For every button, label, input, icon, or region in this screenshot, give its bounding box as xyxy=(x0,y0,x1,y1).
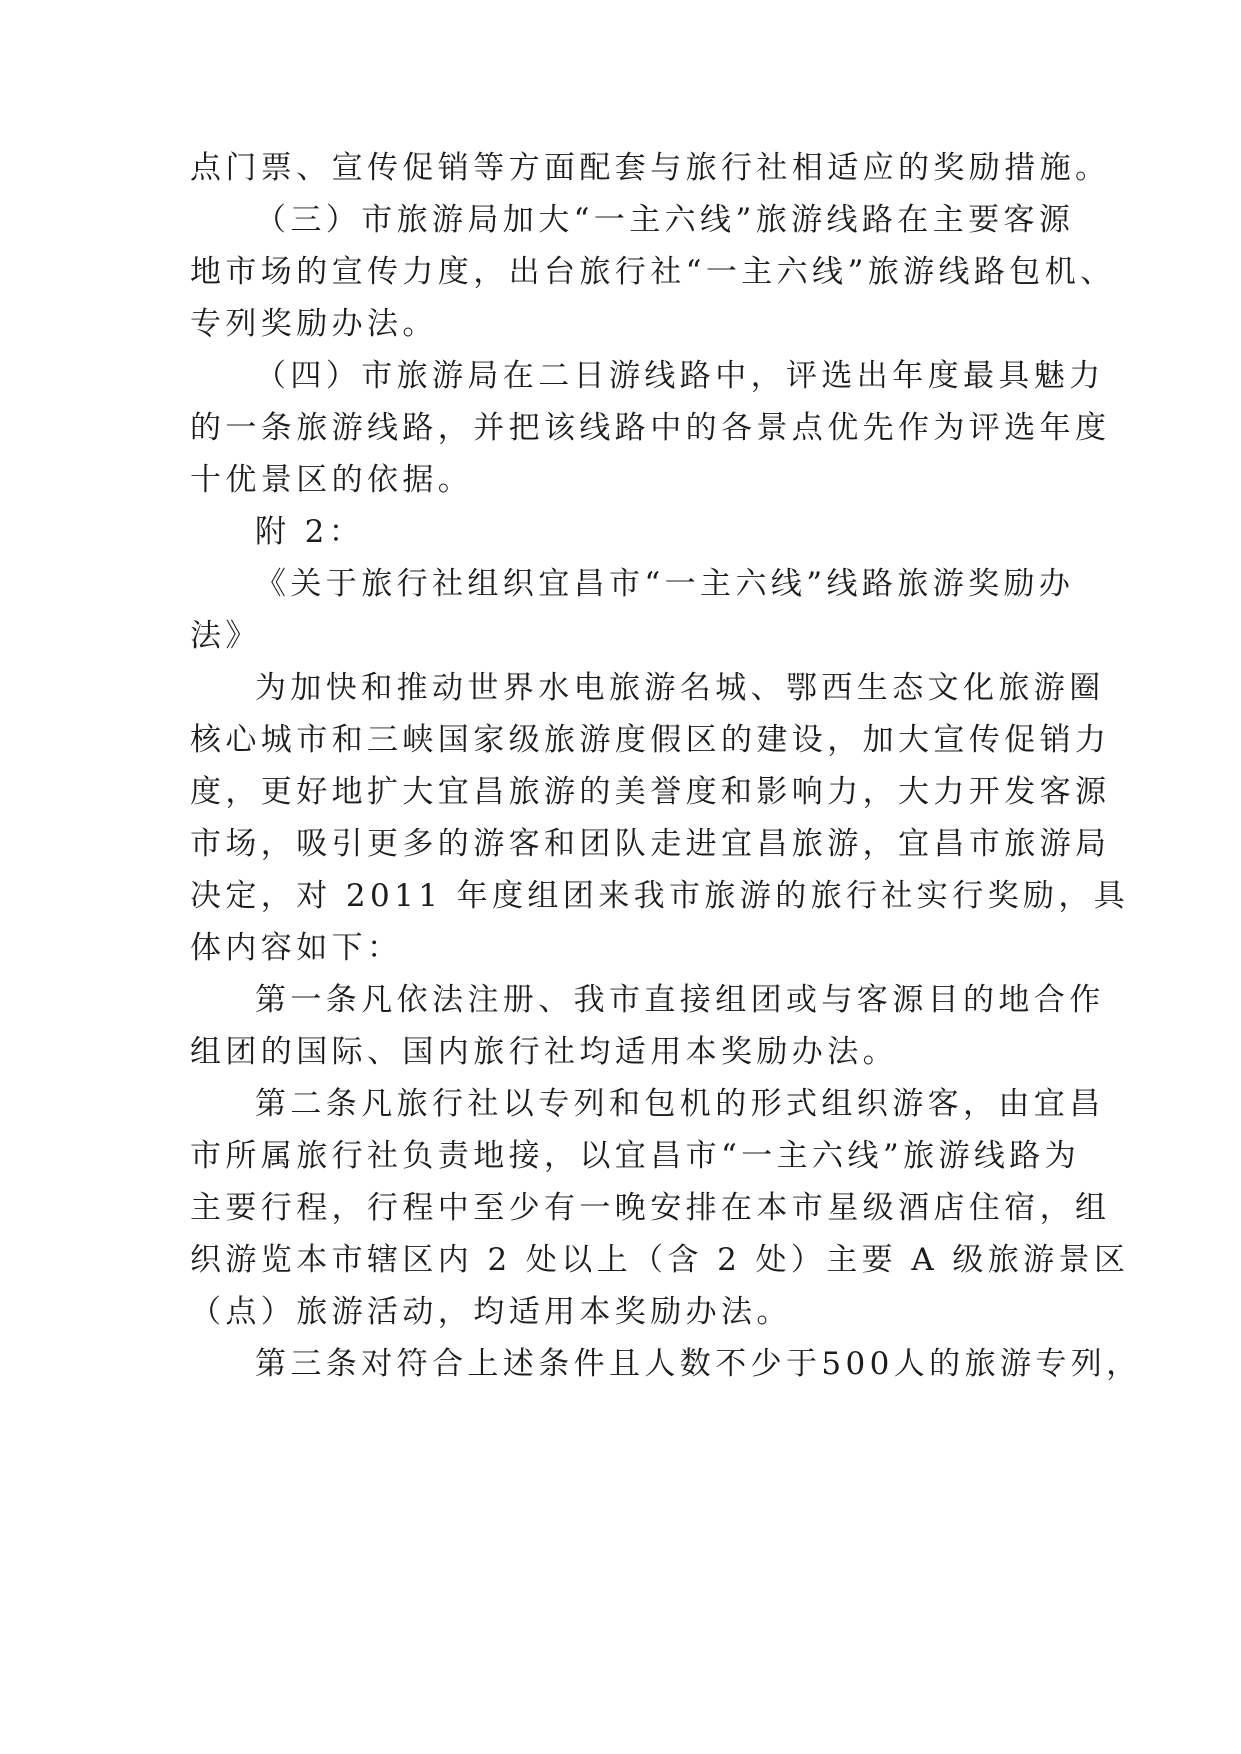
document-title-line-1: 《关于旅行社组织宜昌市“一主六线”线路旅游奖励办 xyxy=(255,566,1075,602)
text-line-7: 十优景区的依据。 xyxy=(190,462,474,498)
appendix-label: 附 2： xyxy=(255,514,365,550)
text-line-14: 市场，吸引更多的游客和团队走进宜昌旅游，宜昌市旅游局 xyxy=(190,826,1111,862)
text-line-4: 专列奖励办法。 xyxy=(190,306,438,342)
article-2-line-4: 织游览本市辖区内 2 处以上（含 2 处）主要 A 级旅游景区 xyxy=(190,1242,1130,1278)
text-line-15: 决定，对 2011 年度组团来我市旅游的旅行社实行奖励，具 xyxy=(190,878,1130,914)
article-2-line-3: 主要行程，行程中至少有一晚安排在本市星级酒店住宿，组 xyxy=(190,1190,1111,1226)
article-3-line-1: 第三条对符合上述条件且人数不少于500人的旅游专列， xyxy=(255,1346,1142,1382)
article-2-line-1: 第二条凡旅行社以专列和包机的形式组织游客，由宜昌 xyxy=(255,1086,1105,1122)
text-line-1: 点门票、宣传促销等方面配套与旅行社相适应的奖励措施。 xyxy=(190,150,1111,186)
article-2-line-2: 市所属旅行社负责地接，以宜昌市“一主六线”旅游线路为 xyxy=(190,1138,1081,1174)
text-line-3: 地市场的宣传力度，出台旅行社“一主六线”旅游线路包机、 xyxy=(190,254,1116,290)
text-line-6: 的一条旅游线路，并把该线路中的各景点优先作为评选年度 xyxy=(190,410,1111,446)
text-line-11: 为加快和推动世界水电旅游名城、鄂西生态文化旅游圈 xyxy=(255,670,1105,706)
text-line-12: 核心城市和三峡国家级旅游度假区的建设，加大宣传促销力 xyxy=(190,722,1111,758)
text-line-2: （三）市旅游局加大“一主六线”旅游线路在主要客源 xyxy=(255,202,1075,238)
document-title-line-2: 法》 xyxy=(190,618,261,654)
article-1-line-2: 组团的国际、国内旅行社均适用本奖励办法。 xyxy=(190,1034,898,1070)
text-line-5: （四）市旅游局在二日游线路中，评选出年度最具魅力 xyxy=(255,358,1105,394)
text-line-16: 体内容如下： xyxy=(190,930,403,966)
text-line-13: 度，更好地扩大宜昌旅游的美誉度和影响力，大力开发客源 xyxy=(190,774,1111,810)
article-2-line-5: （点）旅游活动，均适用本奖励办法。 xyxy=(190,1294,792,1330)
article-1-line-1: 第一条凡依法注册、我市直接组团或与客源目的地合作 xyxy=(255,982,1105,1018)
